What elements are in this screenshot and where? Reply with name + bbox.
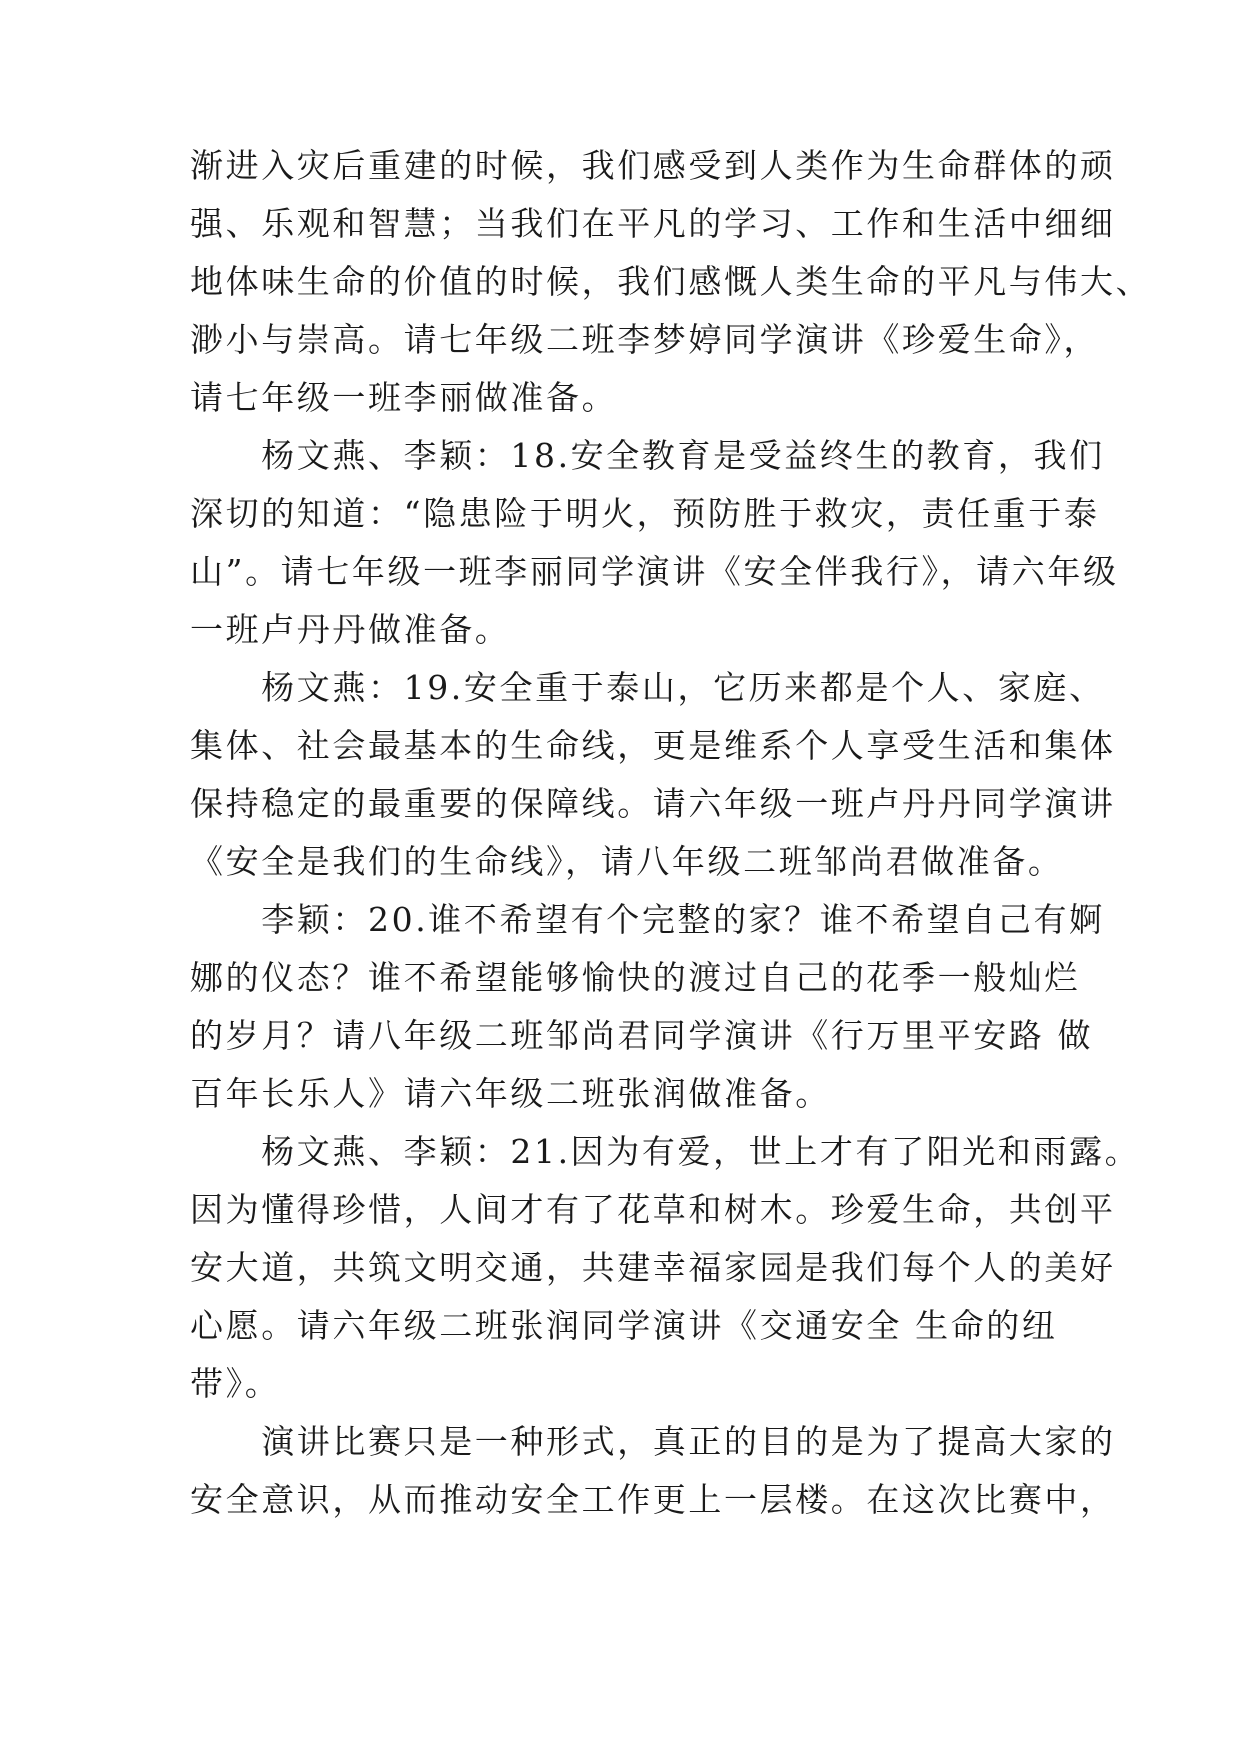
text-line: 地体味生命的价值的时候，我们感慨人类生命的平凡与伟大、 — [190, 262, 1152, 301]
text-line: 百年长乐人》请六年级二班张润做准备。 — [190, 1074, 831, 1113]
text-line: 心愿。请六年级二班张润同学演讲《交通安全 生命的纽 — [190, 1306, 1058, 1345]
text-line: 强、乐观和智慧；当我们在平凡的学习、工作和生活中细细 — [190, 204, 1116, 243]
text-line: 请七年级一班李丽做准备。 — [190, 378, 618, 417]
text-line: 渐进入灾后重建的时候，我们感受到人类作为生命群体的顽 — [190, 146, 1116, 185]
text-line: 娜的仪态？谁不希望能够愉快的渡过自己的花季一般灿烂 — [190, 958, 1080, 997]
text-line: 因为懂得珍惜，人间才有了花草和树木。珍爱生命，共创平 — [190, 1190, 1116, 1229]
text-line: 保持稳定的最重要的保障线。请六年级一班卢丹丹同学演讲 — [190, 784, 1116, 823]
text-line: 集体、社会最基本的生命线，更是维系个人享受生活和集体 — [190, 726, 1116, 765]
text-line: 山”。请七年级一班李丽同学演讲《安全伴我行》，请六年级 — [190, 552, 1119, 591]
text-line: 《安全是我们的生命线》，请八年级二班邹尚君做准备。 — [190, 842, 1064, 881]
text-line: 演讲比赛只是一种形式，真正的目的是为了提高大家的 — [190, 1422, 1116, 1461]
text-line: 杨文燕、李颖：18.安全教育是受益终生的教育，我们 — [190, 436, 1105, 475]
text-line: 的岁月？请八年级二班邹尚君同学演讲《行万里平安路 做 — [190, 1016, 1094, 1055]
text-line: 带》。 — [190, 1364, 281, 1403]
text-line: 一班卢丹丹做准备。 — [190, 610, 511, 649]
text-line: 安全意识，从而推动安全工作更上一层楼。在这次比赛中， — [190, 1480, 1116, 1519]
text-line: 杨文燕：19.安全重于泰山，它历来都是个人、家庭、 — [190, 668, 1105, 707]
text-line: 渺小与崇高。请七年级二班李梦婷同学演讲《珍爱生命》， — [190, 320, 1100, 359]
text-line: 深切的知道：“隐患险于明火，预防胜于救灾，责任重于泰 — [190, 494, 1100, 533]
text-line: 安大道，共筑文明交通，共建幸福家园是我们每个人的美好 — [190, 1248, 1116, 1287]
text-line: 杨文燕、李颖：21.因为有爱，世上才有了阳光和雨露。 — [190, 1132, 1141, 1171]
text-line: 李颖：20.谁不希望有个完整的家？谁不希望自己有婀 — [190, 900, 1105, 939]
